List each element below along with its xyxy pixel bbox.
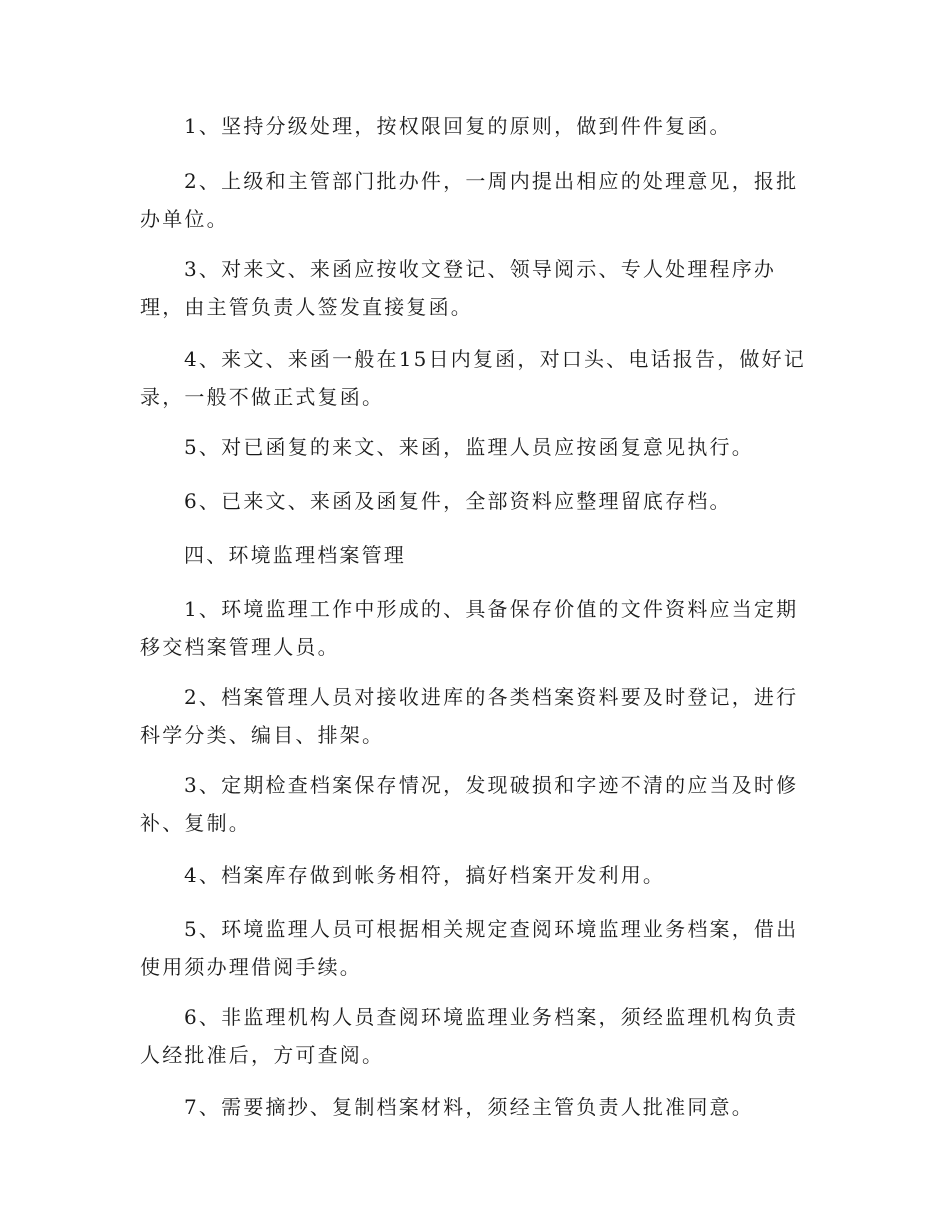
paragraph-9: 3、定期检查档案保存情况，发现破损和字迹不清的应当及时修补、复制。	[140, 773, 799, 835]
paragraph-5: 5、对已函复的来文、来函，监理人员应按函复意见执行。	[184, 435, 754, 459]
paragraph-11: 5、环境监理人员可根据相关规定查阅环境监理业务档案，借出使用须办理借阅手续。	[140, 917, 799, 979]
paragraph-7: 1、环境监理工作中形成的、具备保存价值的文件资料应当定期移交档案管理人员。	[140, 597, 799, 659]
section-heading: 四、环境监理档案管理	[184, 543, 406, 567]
paragraph-8: 2、档案管理人员对接收进库的各类档案资料要及时登记，进行科学分类、编目、排架。	[140, 685, 799, 747]
paragraph-2: 2、上级和主管部门批办件，一周内提出相应的处理意见，报批办单位。	[140, 169, 799, 231]
paragraph-12: 6、非监理机构人员查阅环境监理业务档案，须经监理机构负责人经批准后，方可查阅。	[140, 1005, 799, 1067]
paragraph-1: 1、坚持分级处理，按权限回复的原则，做到件件复函。	[184, 114, 732, 138]
paragraph-10: 4、档案库存做到帐务相符，搞好档案开发利用。	[184, 863, 666, 887]
paragraph-4: 4、来文、来函一般在15日内复函，对口头、电话报告，做好记录，一般不做正式复函。	[140, 347, 806, 409]
paragraph-13: 7、需要摘抄、复制档案材料，须经主管负责人批准同意。	[184, 1095, 754, 1119]
paragraph-6: 6、已来文、来函及函复件，全部资料应整理留底存档。	[184, 489, 732, 513]
paragraph-3: 3、对来文、来函应按收文登记、领导阅示、专人处理程序办理，由主管负责人签发直接复函。	[140, 257, 777, 319]
